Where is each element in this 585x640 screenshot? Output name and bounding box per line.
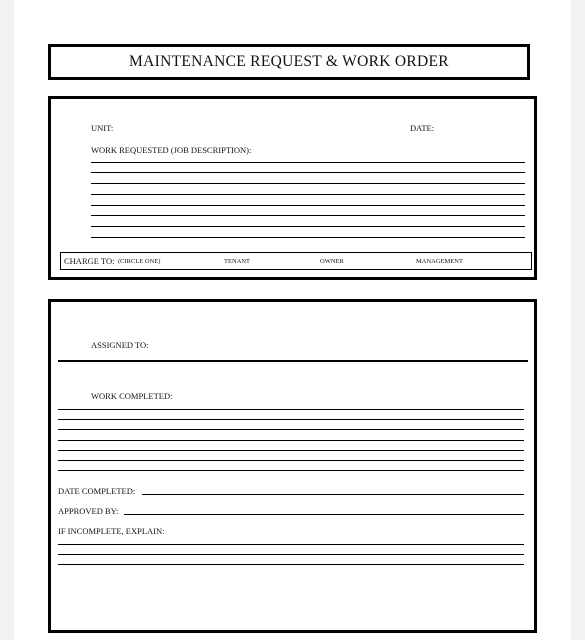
charge-to-box: [60, 252, 532, 270]
unit-label: UNIT:: [91, 123, 114, 133]
work-completed-line[interactable]: [58, 440, 524, 441]
charge-option-management[interactable]: MANAGEMENT: [416, 258, 463, 265]
date-completed-label: DATE COMPLETED:: [58, 486, 136, 496]
circle-one-label: (CIRCLE ONE): [118, 258, 161, 265]
work-requested-line[interactable]: [91, 226, 525, 227]
date-label: DATE:: [410, 123, 435, 133]
date-completed-line[interactable]: [142, 494, 524, 495]
work-requested-line[interactable]: [91, 172, 525, 173]
work-completed-line[interactable]: [58, 450, 524, 451]
work-order-section: [48, 299, 537, 633]
charge-to-label: CHARGE TO:: [64, 256, 115, 266]
work-completed-line[interactable]: [58, 419, 524, 420]
form-title: MAINTENANCE REQUEST & WORK ORDER: [129, 53, 449, 70]
work-requested-line[interactable]: [91, 205, 525, 206]
work-completed-line[interactable]: [58, 409, 524, 410]
work-requested-line[interactable]: [91, 215, 525, 216]
assigned-to-label: ASSIGNED TO:: [91, 340, 149, 350]
approved-by-label: APPROVED BY:: [58, 506, 119, 516]
if-incomplete-label: IF INCOMPLETE, EXPLAIN:: [58, 526, 165, 536]
title-box: [48, 44, 530, 80]
work-requested-label: WORK REQUESTED (JOB DESCRIPTION):: [91, 145, 252, 155]
if-incomplete-line[interactable]: [58, 544, 524, 545]
if-incomplete-line[interactable]: [58, 564, 524, 565]
approved-by-line[interactable]: [124, 514, 524, 515]
work-requested-line[interactable]: [91, 194, 525, 195]
work-requested-line[interactable]: [91, 162, 525, 163]
request-section: [48, 96, 537, 280]
charge-option-owner[interactable]: OWNER: [320, 258, 344, 265]
charge-option-tenant[interactable]: TENANT: [224, 258, 250, 265]
work-requested-line[interactable]: [91, 237, 525, 238]
work-completed-line[interactable]: [58, 460, 524, 461]
work-completed-label: WORK COMPLETED:: [91, 391, 173, 401]
form-page: [14, 0, 571, 640]
assigned-to-line[interactable]: [58, 360, 528, 362]
work-completed-line[interactable]: [58, 429, 524, 430]
if-incomplete-line[interactable]: [58, 554, 524, 555]
work-completed-line[interactable]: [58, 470, 524, 471]
work-requested-line[interactable]: [91, 183, 525, 184]
